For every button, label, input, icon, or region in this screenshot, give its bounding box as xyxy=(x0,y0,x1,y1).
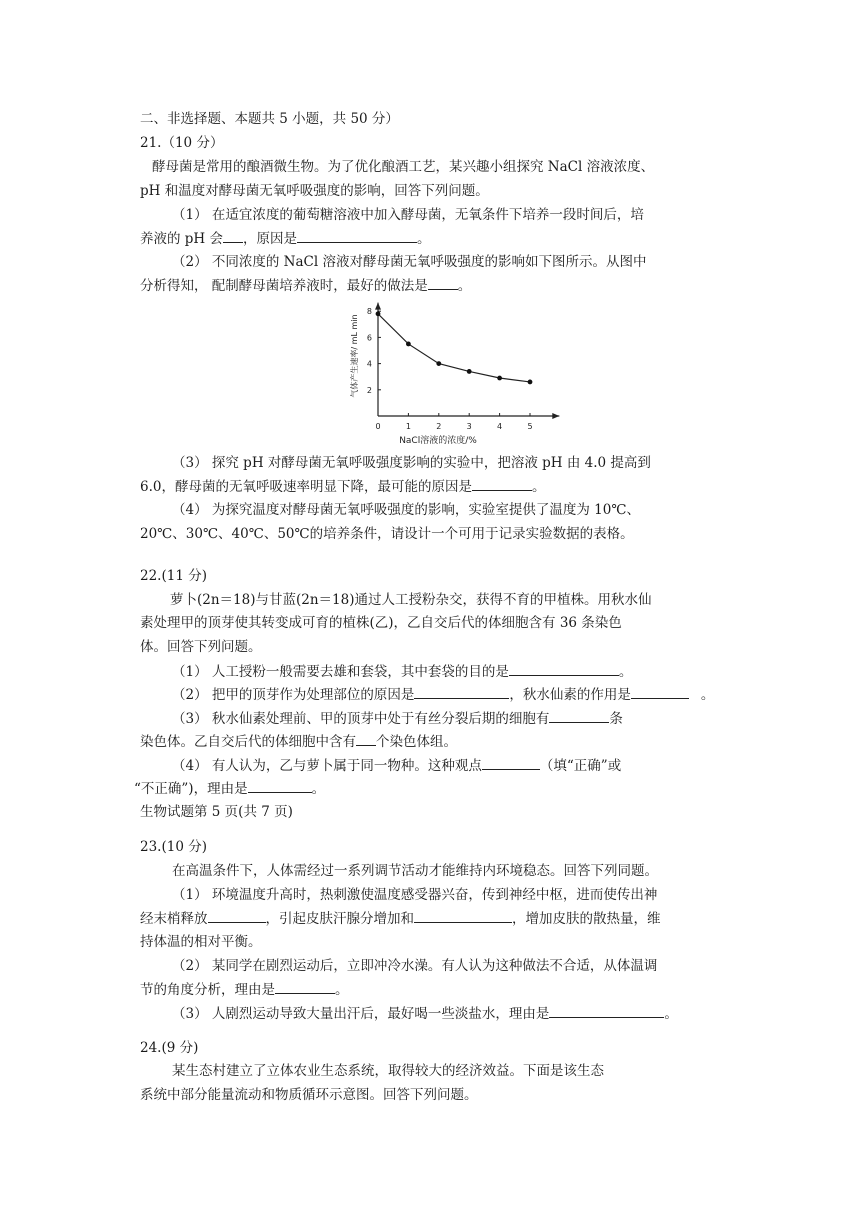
q21-part4-line2: 20℃、30℃、40℃、50℃的培养条件，请设计一个可用于记录实验数据的表格。 xyxy=(140,526,634,542)
data-point xyxy=(467,369,472,374)
q21-number: 21.（10 分） xyxy=(140,135,224,151)
q22-part3-text-b: 条 xyxy=(609,711,623,727)
q22-intro-line2: 素处理甲的顶芽使其转变成可育的植株(乙)，乙自交后代的体细胞含有 36 条染色 xyxy=(140,615,622,631)
q21-part1-text-c: 。 xyxy=(417,231,431,247)
q22-part2-text-b: ，秋水仙素的作用是 xyxy=(509,687,631,703)
y-tick-label: 4 xyxy=(366,359,372,369)
q22-number: 22.(11 分) xyxy=(140,568,207,584)
x-tick-label: 5 xyxy=(527,422,533,431)
q21-part1-line1: （1） 在适宜浓度的葡萄糖溶液中加入酵母菌，无氧条件下培养一段时间后，培 xyxy=(172,207,644,223)
q21-part2-text-b: 。 xyxy=(457,278,472,294)
answer-blank[interactable] xyxy=(549,1004,664,1018)
answer-blank[interactable] xyxy=(482,756,540,770)
q21-part1-text-b: ，原因是 xyxy=(243,231,297,247)
q21-part3-text-a: 6.0，酵母菌的无氧呼吸速率明显下降，最可能的原因是 xyxy=(140,479,472,495)
q22-part2 xyxy=(172,685,714,704)
q23-number: 23.(10 分) xyxy=(140,839,207,855)
q22-part3-line1 xyxy=(172,709,623,728)
data-point xyxy=(406,342,411,347)
q23-part1-line1: （1） 环境温度升高时，热刺激使温度感受器兴奋，传到神经中枢，进而使传出神 xyxy=(172,887,658,903)
q23-part3-text-a: （3） 人剧烈运动导致大量出汗后，最好喝一些淡盐水，理由是 xyxy=(172,1006,550,1022)
answer-blank[interactable] xyxy=(248,779,312,793)
q23-part3-text-b: 。 xyxy=(664,1006,678,1022)
q21-part2-line2 xyxy=(140,276,471,295)
x-tick-label: 2 xyxy=(436,422,442,431)
answer-blank[interactable] xyxy=(631,685,689,699)
q22-part1 xyxy=(172,662,632,681)
q22-part2-text-a: （2） 把甲的顶芽作为处理部位的原因是 xyxy=(172,687,415,703)
q21-part3-line1: （3） 探究 pH 对酵母菌无氧呼吸强度影响的实验中，把溶液 pH 由 4.0 提高到 xyxy=(172,455,651,471)
q23-part2-text-b: 。 xyxy=(335,982,349,998)
answer-blank[interactable] xyxy=(356,732,376,746)
chart-y-axis-label: 气体产生速率/ mL min xyxy=(350,314,359,398)
q22-part4-text-d: 。 xyxy=(311,781,326,797)
answer-blank[interactable] xyxy=(428,276,458,290)
q22-part1-text-a: （1） 人工授粉一般需要去雄和套袋，其中套袋的目的是 xyxy=(172,664,509,680)
q21-part1-text-a: 养液的 pH 会 xyxy=(140,231,223,247)
q22-part4-line2 xyxy=(134,779,325,798)
q22-part2-text-c: 。 xyxy=(700,687,715,703)
section-header: 二、非选择题、本题共 5 小题，共 50 分） xyxy=(140,111,399,127)
answer-blank[interactable] xyxy=(208,909,266,923)
q22-part4-text-c: “不正确”)，理由是 xyxy=(134,781,248,797)
q23-part2-text-a: 节的角度分析，理由是 xyxy=(140,982,275,998)
q24-intro-line2: 系统中部分能量流动和物质循环示意图。回答下列问题。 xyxy=(140,1087,478,1103)
x-tick-label: 4 xyxy=(497,422,503,431)
q22-part3-text-a: （3） 秋水仙素处理前、甲的顶芽中处于有丝分裂后期的细胞有 xyxy=(172,711,550,727)
y-tick-label: 6 xyxy=(366,333,372,343)
q22-part3-text-d: 个染色体组。 xyxy=(376,734,457,750)
q21-part1-line2 xyxy=(140,229,431,248)
answer-blank[interactable] xyxy=(223,229,243,243)
q23-part1-text-a: 经末梢释放 xyxy=(140,911,208,927)
answer-blank[interactable] xyxy=(509,662,619,676)
q23-part1-text-b: ，引起皮肤汗腺分增加和 xyxy=(265,911,414,927)
answer-blank[interactable] xyxy=(472,477,532,491)
q22-part3-text-c: 染色体。乙自交后代的体细胞中含有 xyxy=(140,734,356,750)
y-axis-arrow xyxy=(375,303,381,310)
q21-part3-text-b: 。 xyxy=(531,479,546,495)
q23-part2-line1: （2） 某同学在剧烈运动后，立即冲冷水澡。有人认为这种做法不合适，从体温调 xyxy=(172,958,658,974)
answer-blank[interactable] xyxy=(297,229,417,243)
q24-number: 24.(9 分) xyxy=(140,1040,199,1056)
q23-part1-text-c: ，增加皮肤的散热量，维 xyxy=(512,911,661,927)
x-tick-label: 0 xyxy=(375,422,381,431)
answer-blank[interactable] xyxy=(275,980,335,994)
chart-axes xyxy=(375,303,559,419)
q22-part3-line2 xyxy=(140,732,457,751)
y-tick-label: 2 xyxy=(366,385,372,395)
q21-part2-text-a: 分析得知， 配制酵母菌培养液时，最好的做法是 xyxy=(140,278,428,294)
q22-intro-line1: 萝卜(2n＝18)与甘蓝(2n＝18)通过人工授粉杂交，获得不育的甲植株。用秋水仙 xyxy=(170,592,652,608)
q21-part4-line1: （4） 为探究温度对酵母菌无氧呼吸强度的影响，实验室提供了温度为 10℃、 xyxy=(172,502,640,518)
data-point xyxy=(376,311,381,316)
page-footer: 生物试题第 5 页(共 7 页) xyxy=(140,804,293,820)
x-tick-label: 1 xyxy=(405,422,411,431)
q22-part4-text-a: （4） 有人认为，乙与萝卜属于同一物种。这种观点 xyxy=(172,758,482,774)
q22-part1-text-b: 。 xyxy=(618,664,633,680)
answer-blank[interactable] xyxy=(549,709,609,723)
chart-ticks xyxy=(367,307,533,431)
q23-part1-line3: 持体温的相对平衡。 xyxy=(140,934,262,950)
data-point xyxy=(528,380,533,385)
q21-part2-line1: （2） 不同浓度的 NaCl 溶液对酵母菌无氧呼吸强度的影响如下图所示。从图中 xyxy=(172,254,647,270)
answer-blank[interactable] xyxy=(414,909,512,923)
q22-intro-line3: 体。回答下列问题。 xyxy=(140,639,262,655)
data-point xyxy=(497,376,502,381)
q22-part4-line1 xyxy=(172,756,621,775)
q21-part3-line2 xyxy=(140,477,545,496)
y-tick-label: 8 xyxy=(366,307,372,317)
answer-blank[interactable] xyxy=(414,685,509,699)
series-line xyxy=(378,314,530,382)
x-tick-label: 3 xyxy=(466,422,472,431)
chart-x-axis-label: NaCl溶液的浓度/% xyxy=(399,436,477,446)
q24-intro-line1: 某生态村建立了立体农业生态系统，取得较大的经济效益。下面是该生态 xyxy=(172,1063,604,1079)
q21-intro-line1: 酵母菌是常用的酿酒微生物。为了优化酿酒工艺，某兴趣小组探究 NaCl 溶液浓度、 xyxy=(152,159,655,175)
data-point xyxy=(436,361,441,366)
q23-part1-line2 xyxy=(140,909,661,928)
q23-part3 xyxy=(172,1004,678,1023)
q22-part4-text-b: （填“正确”或 xyxy=(539,758,622,774)
x-axis-arrow xyxy=(552,413,559,419)
q23-intro: 在高温条件下，人体需经过一系列调节活动才能维持内环境稳态。回答下列同题。 xyxy=(172,863,658,879)
q23-part2-line2 xyxy=(140,980,349,999)
q21-intro-line2: pH 和温度对酵母菌无氧呼吸强度的影响，回答下列问题。 xyxy=(140,183,489,199)
chart-series xyxy=(376,311,533,384)
nacl-concentration-chart xyxy=(338,296,578,446)
